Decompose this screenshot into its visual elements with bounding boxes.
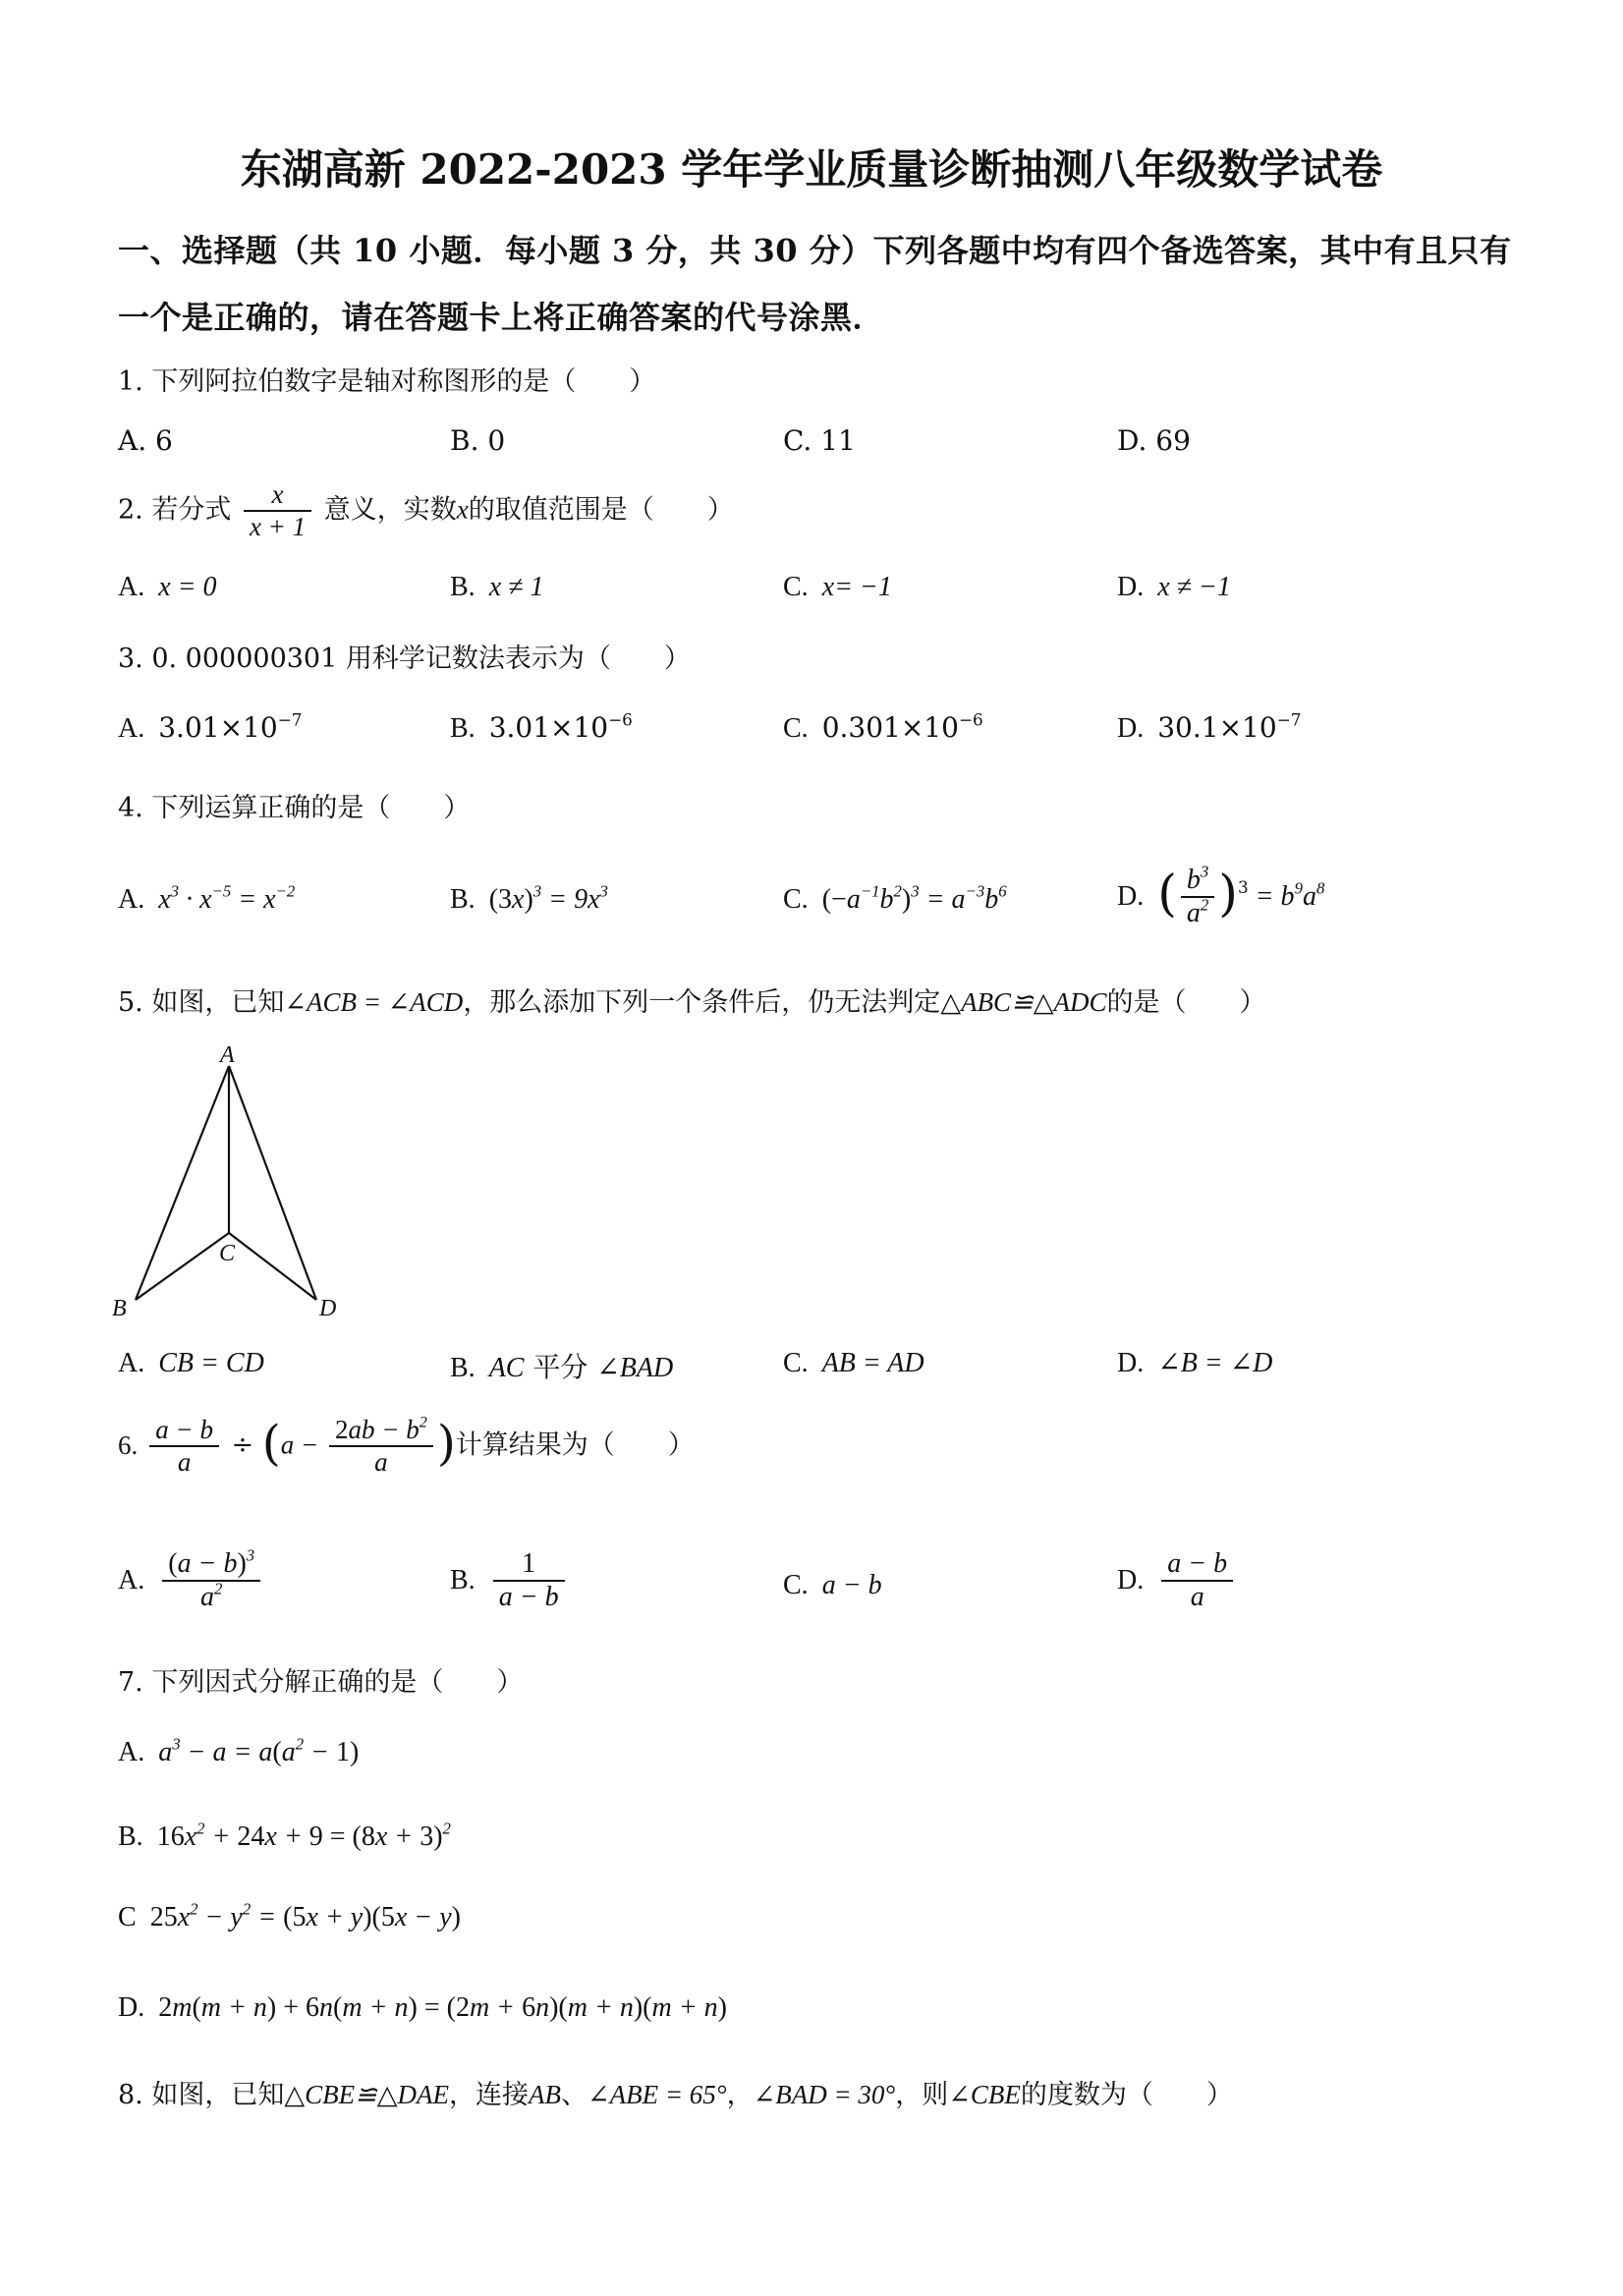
vertex-d-label: D (319, 1296, 337, 1321)
question-8-stem: 8. 如图，已知△CBE≌△DAE，连接AB、∠ABE = 65°，∠BAD = 30°，则∠CBE的度数为（ ） (118, 2080, 1233, 2110)
q6-option-c: C. a − b (783, 1570, 882, 1600)
vertex-b-label: B (112, 1296, 127, 1321)
q5-option-b: B. AC 平分 ∠BAD (450, 1351, 674, 1383)
question-6-stem: 6. $\frac{a - b}{a}$ ÷ (a − $\frac{2ab - b^2}{a}$ )计算结果为（ ） (118, 1413, 695, 1478)
q5-figure (108, 1036, 364, 1321)
q2-fraction (244, 479, 311, 542)
q6-option-a: A. $\frac{(a - b)^3}{a^2}$ (118, 1548, 264, 1613)
q1-option-b: B. 0 (450, 424, 506, 457)
q2-pre: 2. 若分式 (118, 494, 232, 526)
section-heading: 一、选择题（共 10 小题．每小题 3 分，共 30 分）下列各题中均有四个备选答案，其中有且只有 (118, 232, 1512, 269)
q2-den: x + 1 (249, 512, 307, 542)
question-7-stem: 7. 下列因式分解正确的是（ ） (118, 1667, 524, 1698)
question-5-stem: 5. 如图，已知∠ACB = ∠ACD，那么添加下列一个条件后，仍无法判定△ABC≌△ADC的是（ ） (118, 987, 1266, 1018)
question-1-stem: 1. 下列阿拉伯数字是轴对称图形的是（ ） (118, 366, 656, 397)
q1-option-d: D. 69 (1117, 424, 1191, 457)
q4-option-d: D. ( $\frac{b^3}{a^2}$ )$^3 = b^9a^8$ (1117, 862, 1325, 929)
q5-option-c: C. AB = AD (783, 1348, 924, 1378)
question-4-stem: 4. 下列运算正确的是（ ） (118, 793, 471, 823)
q2-option-b: B. x ≠ 1 (450, 572, 544, 602)
q3-option-b: B. $3.01\times 10^{-6}$ (450, 709, 633, 744)
edge-ad (229, 1066, 316, 1300)
page-title: 东湖高新 2022-2023 学年学业质量诊断抽测八年级数学试卷 (240, 145, 1383, 194)
q6-option-b: B. $\frac{1}{a - b}$ (450, 1548, 569, 1613)
q5-option-a: A. CB = CD (118, 1348, 264, 1378)
q5-option-d: D. ∠B = ∠D (1117, 1348, 1273, 1378)
q3-option-d: D. $30.1\times 10^{-7}$ (1117, 709, 1302, 744)
q6-option-d: D. $\frac{a - b}{a}$ (1117, 1548, 1237, 1613)
q3-option-a: A. $3.01\times 10^{-7}$ (118, 709, 303, 744)
q2-var: x (456, 494, 469, 525)
q7-option-b: B. $16x^2 + 24x + 9 = (8x + 3)^2$ (118, 1819, 451, 1852)
q4-option-b: B. $(3x)^3 = 9x^3$ (450, 881, 608, 915)
q2-option-a: A. x = 0 (118, 572, 217, 602)
q7-option-a: A. $a^3 - a = a(a^2 - 1)$ (118, 1734, 360, 1767)
vertex-c-label: C (219, 1241, 236, 1266)
question-2-stem (118, 479, 734, 542)
q7-option-d: D. 2m(m + n) + 6n(m + n) = (2m + 6n)(m + n)(m + n) (118, 1992, 727, 2023)
q4-option-a: A. $x^3 \cdot x^{-5} = x^{-2}$ (118, 881, 296, 915)
q3-option-c: C. $0.301\times 10^{-6}$ (783, 709, 983, 744)
edge-ab (136, 1066, 229, 1300)
q2-option-d: D. x ≠ −1 (1117, 572, 1231, 602)
vertex-a-label: A (220, 1042, 235, 1068)
section-heading-cont: 一个是正确的，请在答题卡上将正确答案的代号涂黑． (118, 299, 885, 336)
q1-option-c: C. 11 (783, 424, 856, 457)
question-3-stem: 3. 0. 000000301 用科学记数法表示为（ ） (118, 644, 691, 674)
q2-post1: 意义，实数 (323, 494, 457, 526)
q2-num: x (244, 479, 311, 512)
q7-option-c: C $25x^2 - y^2 = (5x + y)(5x - y)$ (118, 1899, 461, 1932)
q4-option-c: C. $(-a^{-1}b^2)^3 = a^{-3}b^6$ (783, 881, 1007, 915)
q2-option-c: C. x= −1 (783, 572, 892, 602)
q1-option-a: A. 6 (118, 424, 173, 457)
q2-post2: 的取值范围是（ ） (468, 494, 734, 526)
